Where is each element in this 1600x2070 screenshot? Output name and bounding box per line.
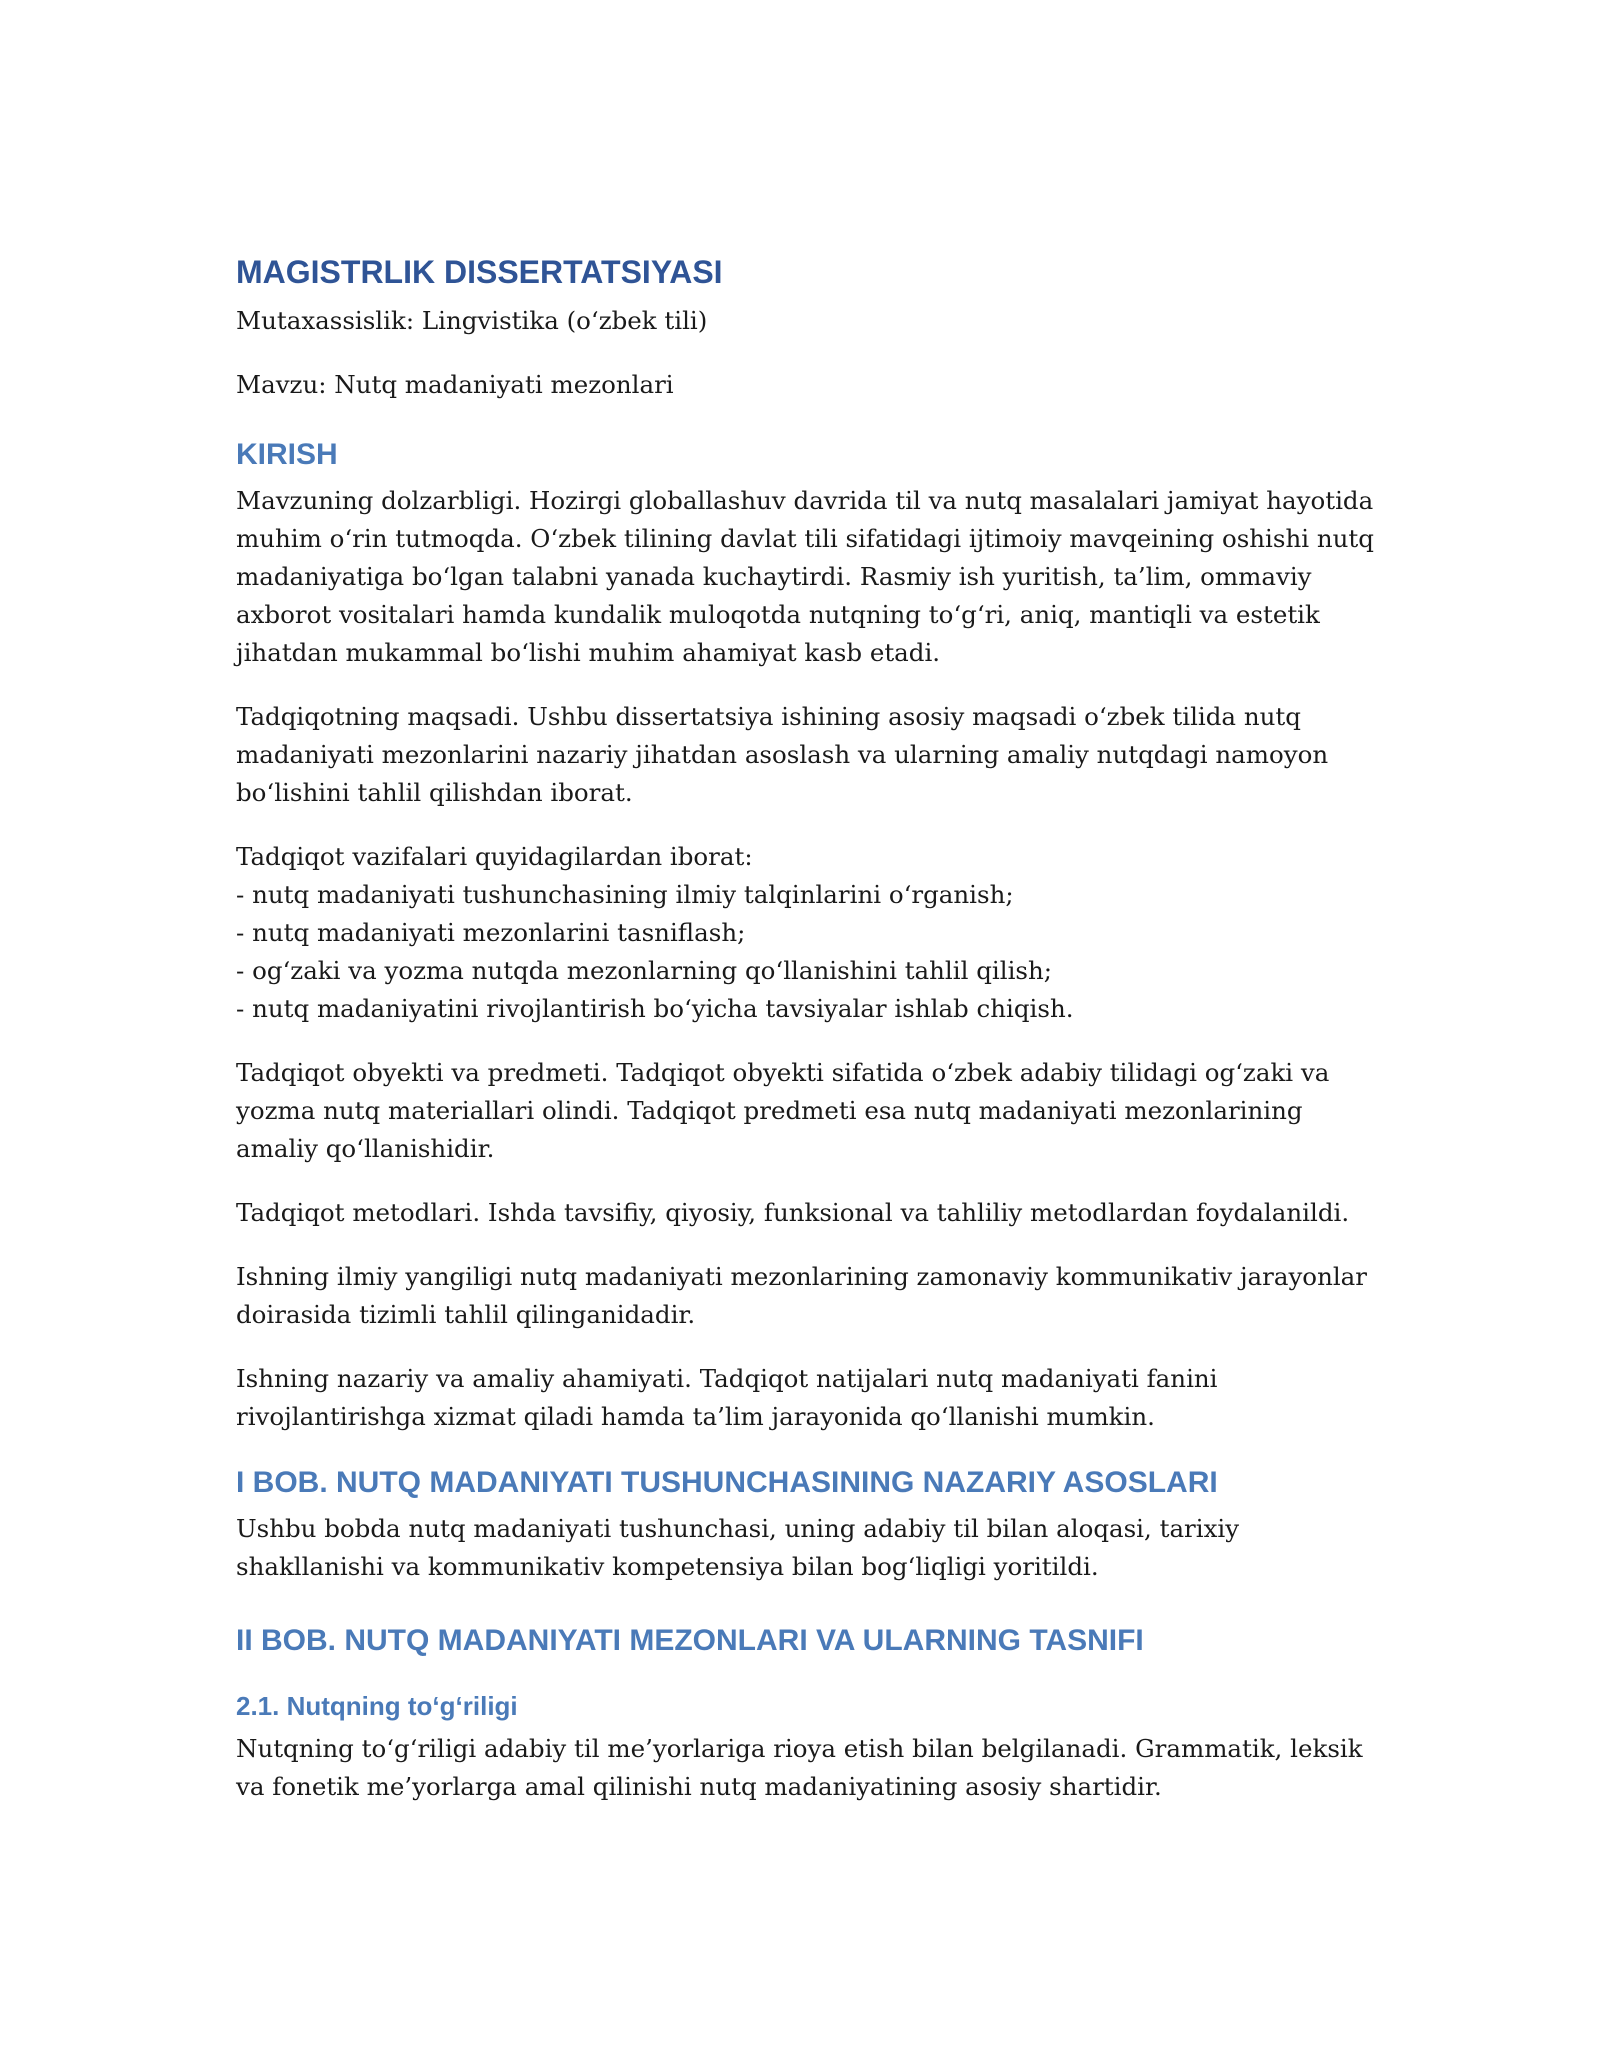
intro-heading: KIRISH — [236, 438, 338, 471]
section-2-1-heading: 2.1. Nutqning to‘g‘riligi — [236, 1691, 518, 1721]
task-item: - nutq madaniyati tushunchasining ilmiy talqinlarini o‘rganish; — [236, 880, 1014, 909]
chapter1-heading: I BOB. NUTQ MADANIYATI TUSHUNCHASINING NAZARIY ASOSLARI — [236, 1466, 1218, 1499]
chapter2-heading: II BOB. NUTQ MADANIYATI MEZONLARI VA ULARNING TASNIFI — [236, 1624, 1144, 1657]
significance-paragraph: Ishning nazariy va amaliy ahamiyati. Tadqiqot natijalari nutq madaniyati fanini rivojlantirishga xizmat qiladi hamda ta’lim jarayonida qo‘llanishi mumkin. — [236, 1364, 1218, 1431]
relevance-paragraph: Mavzuning dolzarbligi. Hozirgi globallashuv davrida til va nutq masalalari jamiyat hayotida muhim o‘rin tutmoqda. O‘zbek tilining davlat tili sifatidagi ijtimoiy mavqeining oshishi nutq madaniyatiga bo‘lgan talabni yanada kuchaytirdi. Rasmiy ish yuritish, ta’lim, ommaviy axborot vositalari hamda kundalik muloqotda nutqning to‘g‘ri, aniq, mantiqli va estetik jihatdan mukammal bo‘lishi muhim ahamiyat kasb etadi. — [236, 486, 1374, 667]
methods-paragraph: Tadqiqot metodlari. Ishda tavsifiy, qiyosiy, funksional va tahliliy metodlardan foydalanildi. — [236, 1198, 1350, 1227]
tasks-block — [236, 838, 1386, 1028]
specialty-line: Mutaxassislik: Lingvistika (o‘zbek tili) — [236, 306, 708, 335]
chapter1-paragraph: Ushbu bobda nutq madaniyati tushunchasi, uning adabiy til bilan aloqasi, tarixiy shakllanishi va kommunikativ kompetensiya bilan bog‘liqligi yoritildi. — [236, 1514, 1240, 1581]
task-item: - nutq madaniyati mezonlarini tasniflash; — [236, 918, 746, 947]
object-paragraph: Tadqiqot obyekti va predmeti. Tadqiqot obyekti sifatida o‘zbek adabiy tilidagi og‘zaki va yozma nutq materiallari olindi. Tadqiqot predmeti esa nutq madaniyati mezonlarining amaliy qo‘llanishidir. — [236, 1058, 1330, 1163]
section-2-1-paragraph: Nutqning to‘g‘riligi adabiy til me’yorlariga rioya etish bilan belgilanadi. Grammatik, leksik va fonetik me’yorlarga amal qilinishi nutq madaniyatining asosiy shartidir. — [236, 1734, 1363, 1801]
document-title: MAGISTRLIK DISSERTATSIYASI — [236, 254, 723, 290]
document-page — [236, 250, 1386, 1832]
tasks-intro: Tadqiqot vazifalari quyidagilardan iborat: — [236, 842, 753, 871]
goal-paragraph: Tadqiqotning maqsadi. Ushbu dissertatsiya ishining asosiy maqsadi o‘zbek tilida nutq madaniyati mezonlarini nazariy jihatdan asoslash va ularning amaliy nutqdagi namoyon bo‘lishini tahlil qilishdan iborat. — [236, 702, 1329, 807]
novelty-paragraph: Ishning ilmiy yangiligi nutq madaniyati mezonlarining zamonaviy kommunikativ jarayonlar doirasida tizimli tahlil qilinganidadir. — [236, 1262, 1367, 1329]
task-item: - nutq madaniyatini rivojlantirish bo‘yicha tavsiyalar ishlab chiqish. — [236, 994, 1074, 1023]
topic-line: Mavzu: Nutq madaniyati mezonlari — [236, 370, 674, 399]
task-item: - og‘zaki va yozma nutqda mezonlarning qo‘llanishini tahlil qilish; — [236, 956, 1053, 985]
